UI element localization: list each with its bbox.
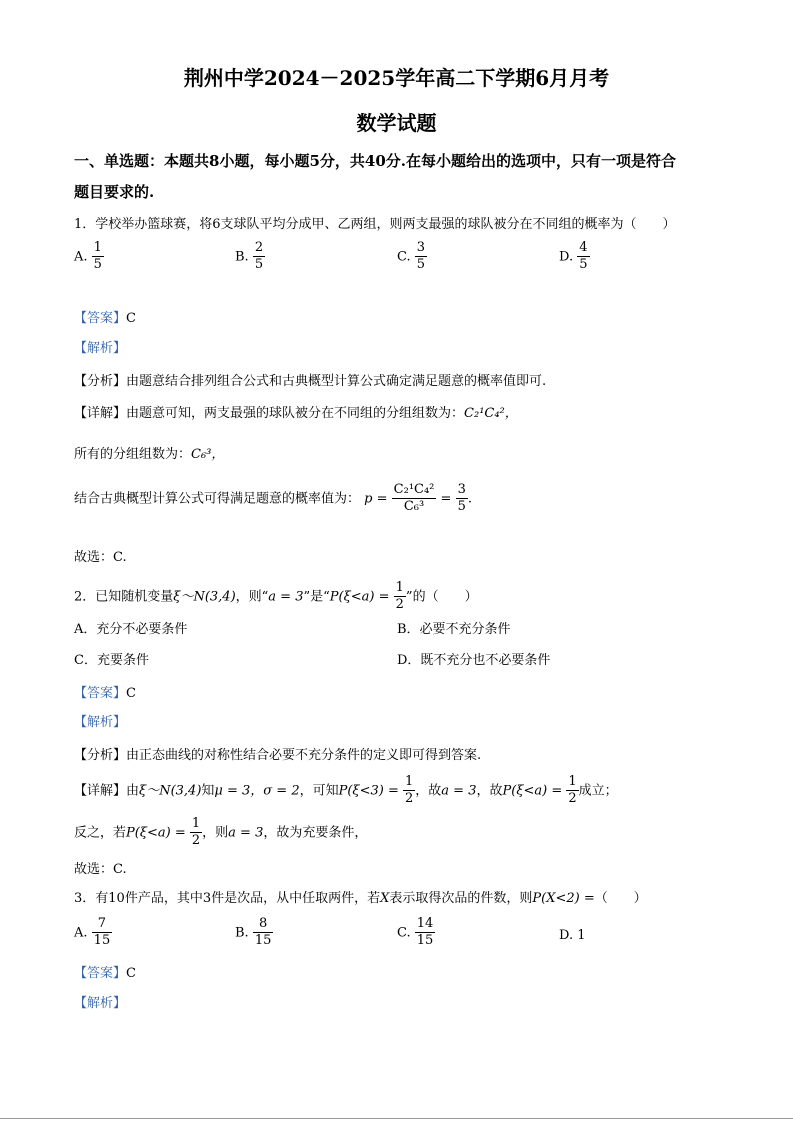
q3-option-d: D. 1 (559, 928, 586, 943)
analysis-tag: 【分析】 (74, 748, 127, 763)
option-label: C. (397, 925, 411, 941)
denominator: 2 (405, 791, 414, 807)
q1-option-b (235, 240, 265, 274)
q1-jiexi-tag: 【解析】 (74, 341, 127, 356)
q2-converse (74, 816, 367, 850)
analysis-text: 由题意结合排列组合公式和古典概型计算公式确定满足题意的概率值即可. (126, 374, 547, 389)
denominator: 5 (254, 257, 264, 273)
q2-detail (74, 774, 618, 808)
denominator: 5 (457, 499, 466, 515)
denominator: 2 (191, 833, 201, 849)
stem-text: 2．已知随机变量 (74, 589, 174, 605)
fraction (92, 240, 104, 274)
fraction (415, 240, 427, 274)
denominator: 5 (416, 257, 426, 273)
fraction (456, 482, 468, 516)
answer-value: C (126, 686, 136, 701)
q1-detail (74, 402, 518, 421)
q2-jiexi-tag: 【解析】 (74, 715, 127, 730)
numerator: 3 (456, 482, 468, 499)
stem-expr: X (380, 891, 390, 906)
numerator: 3 (415, 240, 427, 257)
stem-expr: a = 3 (268, 589, 304, 605)
denominator: 5 (93, 257, 102, 273)
q3-option-c (397, 916, 435, 950)
detail-text: 由题意可知，两支最强的球队被分在不同组的分组组数为： (126, 406, 465, 421)
numerator: 4 (577, 240, 589, 257)
detail-tag: 【详解】 (74, 783, 127, 799)
option-label: B. (235, 249, 249, 265)
stem-expr: ξ～N(3,4) (173, 589, 236, 605)
numerator: 1 (190, 816, 202, 833)
detail-expr: P(ξ<a) = (126, 825, 186, 841)
denominator: 2 (395, 597, 404, 613)
answer-value: C (126, 966, 136, 981)
numerator: 1 (566, 774, 578, 791)
q1-total (74, 443, 224, 462)
denominator: 15 (254, 933, 272, 949)
detail-expr: C₂¹C₄²， (464, 406, 518, 421)
detail-text: ，可知 (299, 783, 339, 799)
q2-choose: 故选：C. (74, 862, 127, 877)
denominator: 15 (416, 933, 434, 949)
answer-value: C (126, 311, 136, 326)
stem-expr: P(X<2) = (532, 891, 595, 906)
q1-answer (74, 307, 136, 326)
option-label: A. (74, 249, 88, 265)
fraction (403, 774, 415, 808)
detail-expr: P(ξ<3) = (338, 783, 399, 799)
answer-tag: 【答案】 (74, 311, 127, 326)
fraction (566, 774, 578, 808)
section-heading-line2: 题目要求的. (74, 183, 155, 201)
numerator: 1 (394, 580, 406, 597)
q3-option-a (74, 916, 112, 950)
q2-option-a: A．充分不必要条件 (74, 622, 188, 637)
q2-option-b: B．必要不充分条件 (397, 622, 511, 637)
answer-tag: 【答案】 (74, 686, 127, 701)
q2-option-d: D．既不充分也不必要条件 (397, 653, 551, 668)
option-label: B. (235, 925, 249, 941)
total-text: 所有的分组组数为： (74, 447, 192, 462)
page-bottom-divider (0, 1118, 793, 1119)
q3-answer (74, 962, 136, 981)
detail-text: ，故 (476, 783, 503, 799)
fraction (577, 240, 589, 274)
detail-expr: a = 3 (441, 783, 477, 799)
detail-text: 知 (201, 783, 215, 799)
numerator: 14 (415, 916, 436, 933)
detail-text: 反之，若 (74, 825, 127, 841)
denominator: 2 (568, 791, 577, 807)
total-expr: C₆³， (191, 447, 225, 462)
analysis-tag: 【分析】 (74, 374, 127, 389)
stem-text: （ ） (594, 891, 647, 906)
numerator: 1 (403, 774, 415, 791)
detail-text: ，故 (415, 783, 442, 799)
fraction (394, 580, 406, 614)
q1-choose: 故选：C. (74, 550, 127, 565)
q1-analysis (74, 370, 546, 389)
q1-option-d (559, 240, 590, 274)
equals: = (440, 491, 452, 507)
q1-option-c (397, 240, 427, 274)
q1-probability-formula (74, 482, 472, 516)
option-label: D. (559, 249, 574, 265)
section-heading-line1: 一、单选题：本题共8小题，每小题5分，共40分.在每小题给出的选项中，只有一项是符合 (74, 152, 676, 170)
stem-text: 3．有10件产品，其中3件是次品，从中任取两件，若 (74, 891, 381, 906)
fraction (253, 916, 274, 950)
stem-text: ，则“ (235, 589, 269, 605)
fraction (190, 816, 202, 850)
page-title: 荆州中学2024－2025学年高二下学期6月月考 (183, 66, 610, 90)
option-label: C. (397, 249, 411, 265)
detail-expr: a = 3 (228, 825, 264, 841)
q3-jiexi-tag: 【解析】 (74, 996, 127, 1011)
q2-stem (74, 580, 478, 614)
detail-expr: P(ξ<a) = (502, 783, 563, 799)
answer-tag: 【答案】 (74, 966, 127, 981)
detail-expr: ξ～N(3,4) (139, 783, 202, 799)
denominator: C₆³ (403, 499, 425, 515)
q1-option-a (74, 240, 104, 274)
option-label: A. (74, 925, 88, 941)
analysis-text: 由正态曲线的对称性结合必要不充分条件的定义即可得到答案. (126, 748, 482, 763)
numerator: 7 (92, 916, 113, 933)
detail-expr: μ = 3，σ = 2 (214, 783, 300, 799)
numerator: C₂¹C₄² (392, 482, 437, 499)
detail-text: 成立； (578, 783, 618, 799)
denominator: 15 (93, 933, 111, 949)
detail-text: ，故为充要条件， (263, 825, 368, 841)
q3-stem (74, 887, 647, 906)
stem-text: ”是“ (303, 589, 330, 605)
detail-tag: 【详解】 (74, 406, 127, 421)
q2-option-c: C．充要条件 (74, 653, 149, 668)
q3-option-b (235, 916, 273, 950)
stem-text: ”的（ ） (405, 589, 478, 605)
q2-analysis (74, 744, 481, 763)
numerator: 2 (253, 240, 265, 257)
fraction (92, 916, 113, 950)
denominator: 5 (579, 257, 588, 273)
fraction (415, 916, 436, 950)
q2-answer (74, 682, 136, 701)
period: . (467, 491, 473, 507)
combine-text: 结合古典概型计算公式可得满足题意的概率值为： (74, 491, 361, 507)
fraction (253, 240, 265, 274)
stem-expr: P(ξ<a) = (329, 589, 390, 605)
page-subtitle: 数学试题 (356, 111, 437, 135)
detail-text: 由 (126, 783, 140, 799)
detail-text: ，则 (202, 825, 229, 841)
numerator: 8 (253, 916, 274, 933)
stem-text: 表示取得次品的件数，则 (389, 891, 533, 906)
numerator: 1 (92, 240, 104, 257)
q1-stem: 1．学校举办篮球赛，将6支球队平均分成甲、乙两组，则两支最强的球队被分在不同组的概率为（ ） (74, 217, 676, 232)
fraction (392, 482, 437, 516)
p-lhs: p = (364, 491, 388, 507)
